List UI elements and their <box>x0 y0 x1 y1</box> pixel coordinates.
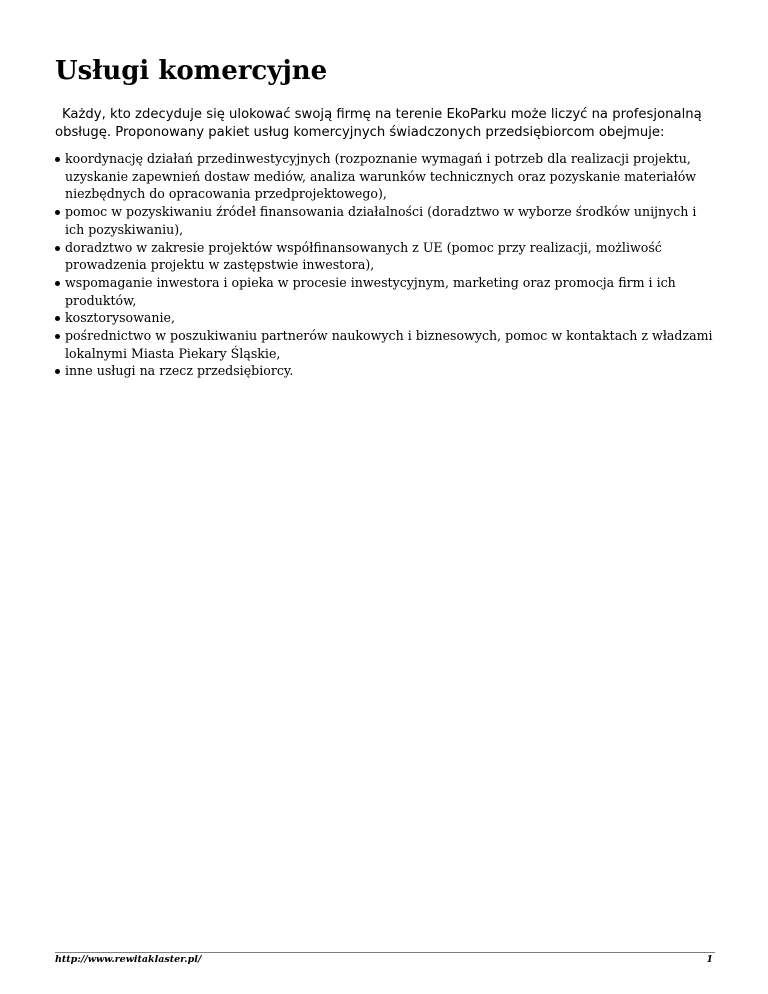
list-item-text: pomoc w pozyskiwaniu źródeł finansowania działalności (doradztwo w wyborze środków unijnych i ich pozyskiwaniu), <box>65 204 697 237</box>
footer-url-link[interactable]: http://www.rewitaklaster.pl/ <box>55 954 202 965</box>
list-item-text: doradztwo w zakresie projektów współfinansowanych z UE (pomoc przy realizacji, możliwość prowadzenia projektu w zastępstwie inwestora), <box>65 239 662 273</box>
services-list <box>55 150 715 380</box>
bullet-icon <box>55 210 60 215</box>
list-item-text: koordynację działań przedinwestycyjnych (rozpoznanie wymagań i potrzeb dla realizacji projektu, uzyskanie zapewnień dostaw mediów, analiza warunków technicznych oraz pozyskanie materiałów niezbędnych do opracowania przedprojektowego), <box>65 151 697 202</box>
bullet-icon <box>55 281 60 286</box>
list-item-text: kosztorysowanie, <box>65 310 176 326</box>
list-item <box>55 274 715 309</box>
bullet-icon <box>55 369 60 374</box>
bullet-icon <box>55 334 60 339</box>
list-item <box>55 239 715 274</box>
list-item-text: wspomaganie inwestora i opieka w procesie inwestycyjnym, marketing oraz promocja firm i ich produktów, <box>65 274 676 308</box>
bullet-icon <box>55 157 60 162</box>
page-number: 1 <box>706 954 713 965</box>
list-item <box>55 362 715 380</box>
bullet-icon <box>55 316 60 321</box>
list-item-text: inne usługi na rzecz przedsiębiorcy. <box>65 363 294 379</box>
list-item <box>55 309 715 327</box>
list-item <box>55 150 715 203</box>
list-item <box>55 327 715 362</box>
bullet-icon <box>55 246 60 251</box>
footer-divider <box>55 952 715 953</box>
list-item-text: pośrednictwo w poszukiwaniu partnerów naukowych i biznesowych, pomoc w kontaktach z władzami lokalnymi Miasta Piekary Śląskie, <box>65 328 713 361</box>
list-item <box>55 203 715 238</box>
page-title: Usługi komercyjne <box>55 56 328 86</box>
intro-paragraph: Każdy, kto zdecyduje się ulokować swoją firmę na terenie EkoParku może liczyć na profesjonalną obsługę. Proponowany pakiet usług komercyjnych świadczonych przedsiębiorcom obejmuje: <box>55 107 702 140</box>
document-page <box>55 0 715 994</box>
